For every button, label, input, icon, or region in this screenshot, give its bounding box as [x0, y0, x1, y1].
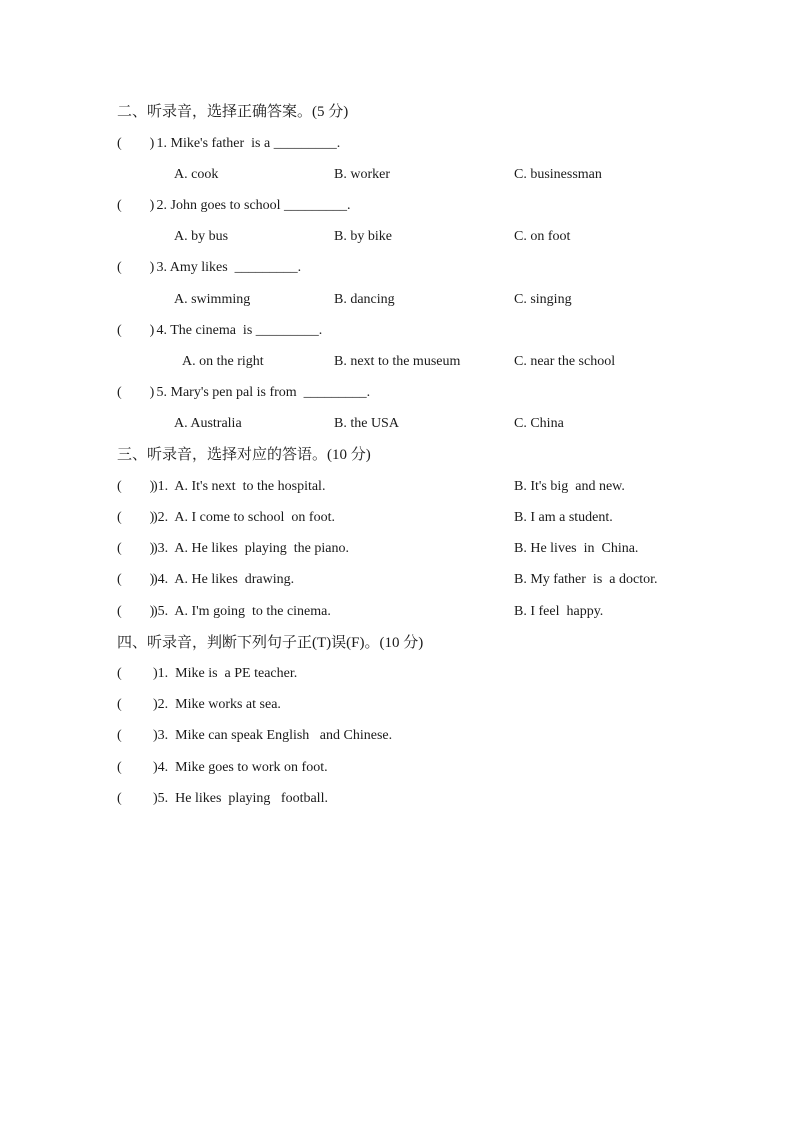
option-a: A. on the right: [182, 354, 264, 369]
s3-question-2: [0, 508, 794, 528]
s2-question-2: [0, 196, 794, 216]
option-a: )3. A. He likes playing the piano.: [153, 541, 349, 556]
answer-blank[interactable]: ( ): [117, 541, 155, 556]
option-b: B. dancing: [334, 292, 395, 307]
option-c: C. businessman: [514, 167, 602, 182]
option-b: B. the USA: [334, 416, 399, 431]
s3-question-4: [0, 570, 794, 590]
s2-question-5: [0, 383, 794, 403]
s2-question-4: [0, 321, 794, 341]
s2-question-2-options: [0, 227, 794, 247]
answer-blank[interactable]: (: [117, 666, 150, 681]
option-b: B. I am a student.: [514, 510, 613, 525]
answer-blank[interactable]: ( ): [117, 260, 155, 275]
answer-blank[interactable]: ( ): [117, 604, 155, 619]
answer-blank[interactable]: (: [117, 760, 150, 775]
option-a: )1. A. It's next to the hospital.: [153, 479, 326, 494]
option-b: B. by bike: [334, 229, 392, 244]
answer-blank[interactable]: ( ): [117, 136, 155, 151]
option-c: C. near the school: [514, 354, 616, 369]
option-b: B. It's big and new.: [514, 479, 625, 494]
option-b: B. I feel happy.: [514, 604, 604, 619]
option-b: B. next to the museum: [334, 354, 461, 369]
s2-question-5-options: [0, 414, 794, 434]
option-a: )4. A. He likes drawing.: [153, 572, 295, 587]
statement-text: )3. Mike can speak English and Chinese.: [153, 728, 393, 743]
statement-text: )2. Mike works at sea.: [153, 697, 281, 712]
s2-question-3: [0, 258, 794, 278]
statement-text: )5. He likes playing football.: [153, 791, 328, 806]
answer-blank[interactable]: (: [117, 791, 150, 806]
s2-question-1: [0, 134, 794, 154]
answer-blank[interactable]: ( ): [117, 572, 155, 587]
answer-blank[interactable]: ( ): [117, 323, 155, 338]
statement-text: )1. Mike is a PE teacher.: [153, 666, 298, 681]
s3-question-1: [0, 477, 794, 497]
option-a: A. Australia: [174, 416, 242, 431]
option-c: C. China: [514, 416, 564, 431]
statement-text: )4. Mike goes to work on foot.: [153, 760, 328, 775]
answer-blank[interactable]: ( ): [117, 198, 155, 213]
section-2-heading: 二、听录音，选择正确答案。(5 分): [117, 104, 349, 120]
answer-blank[interactable]: (: [117, 697, 150, 712]
s3-question-3: [0, 539, 794, 559]
s4-question-1: [0, 664, 794, 684]
s4-question-4: [0, 758, 794, 778]
option-a: A. cook: [174, 167, 219, 182]
s2-question-4-options: [0, 352, 794, 372]
option-b: B. worker: [334, 167, 390, 182]
s2-question-3-options: [0, 290, 794, 310]
answer-blank[interactable]: (: [117, 728, 150, 743]
question-stem: 2. John goes to school _________.: [153, 198, 351, 213]
s4-question-2: [0, 695, 794, 715]
question-stem: 5. Mary's pen pal is from _________.: [153, 385, 371, 400]
answer-blank[interactable]: ( ): [117, 510, 155, 525]
s4-question-3: [0, 726, 794, 746]
question-stem: 3. Amy likes _________.: [153, 260, 302, 275]
answer-blank[interactable]: ( ): [117, 385, 155, 400]
option-c: C. on foot: [514, 229, 571, 244]
answer-blank[interactable]: ( ): [117, 479, 155, 494]
option-a: A. swimming: [174, 292, 251, 307]
option-b: B. My father is a doctor.: [514, 572, 658, 587]
option-a: )2. A. I come to school on foot.: [153, 510, 335, 525]
option-a: A. by bus: [174, 229, 229, 244]
s3-question-5: [0, 602, 794, 622]
option-a: )5. A. I'm going to the cinema.: [153, 604, 331, 619]
question-stem: 4. The cinema is _________.: [153, 323, 323, 338]
question-stem: 1. Mike's father is a _________.: [153, 136, 341, 151]
section-4-heading: 四、听录音，判断下列句子正(T)误(F)。(10 分): [117, 635, 424, 651]
s2-question-1-options: [0, 165, 794, 185]
option-b: B. He lives in China.: [514, 541, 639, 556]
s4-question-5: [0, 789, 794, 809]
option-c: C. singing: [514, 292, 572, 307]
section-3-heading: 三、听录音，选择对应的答语。(10 分): [117, 447, 371, 463]
